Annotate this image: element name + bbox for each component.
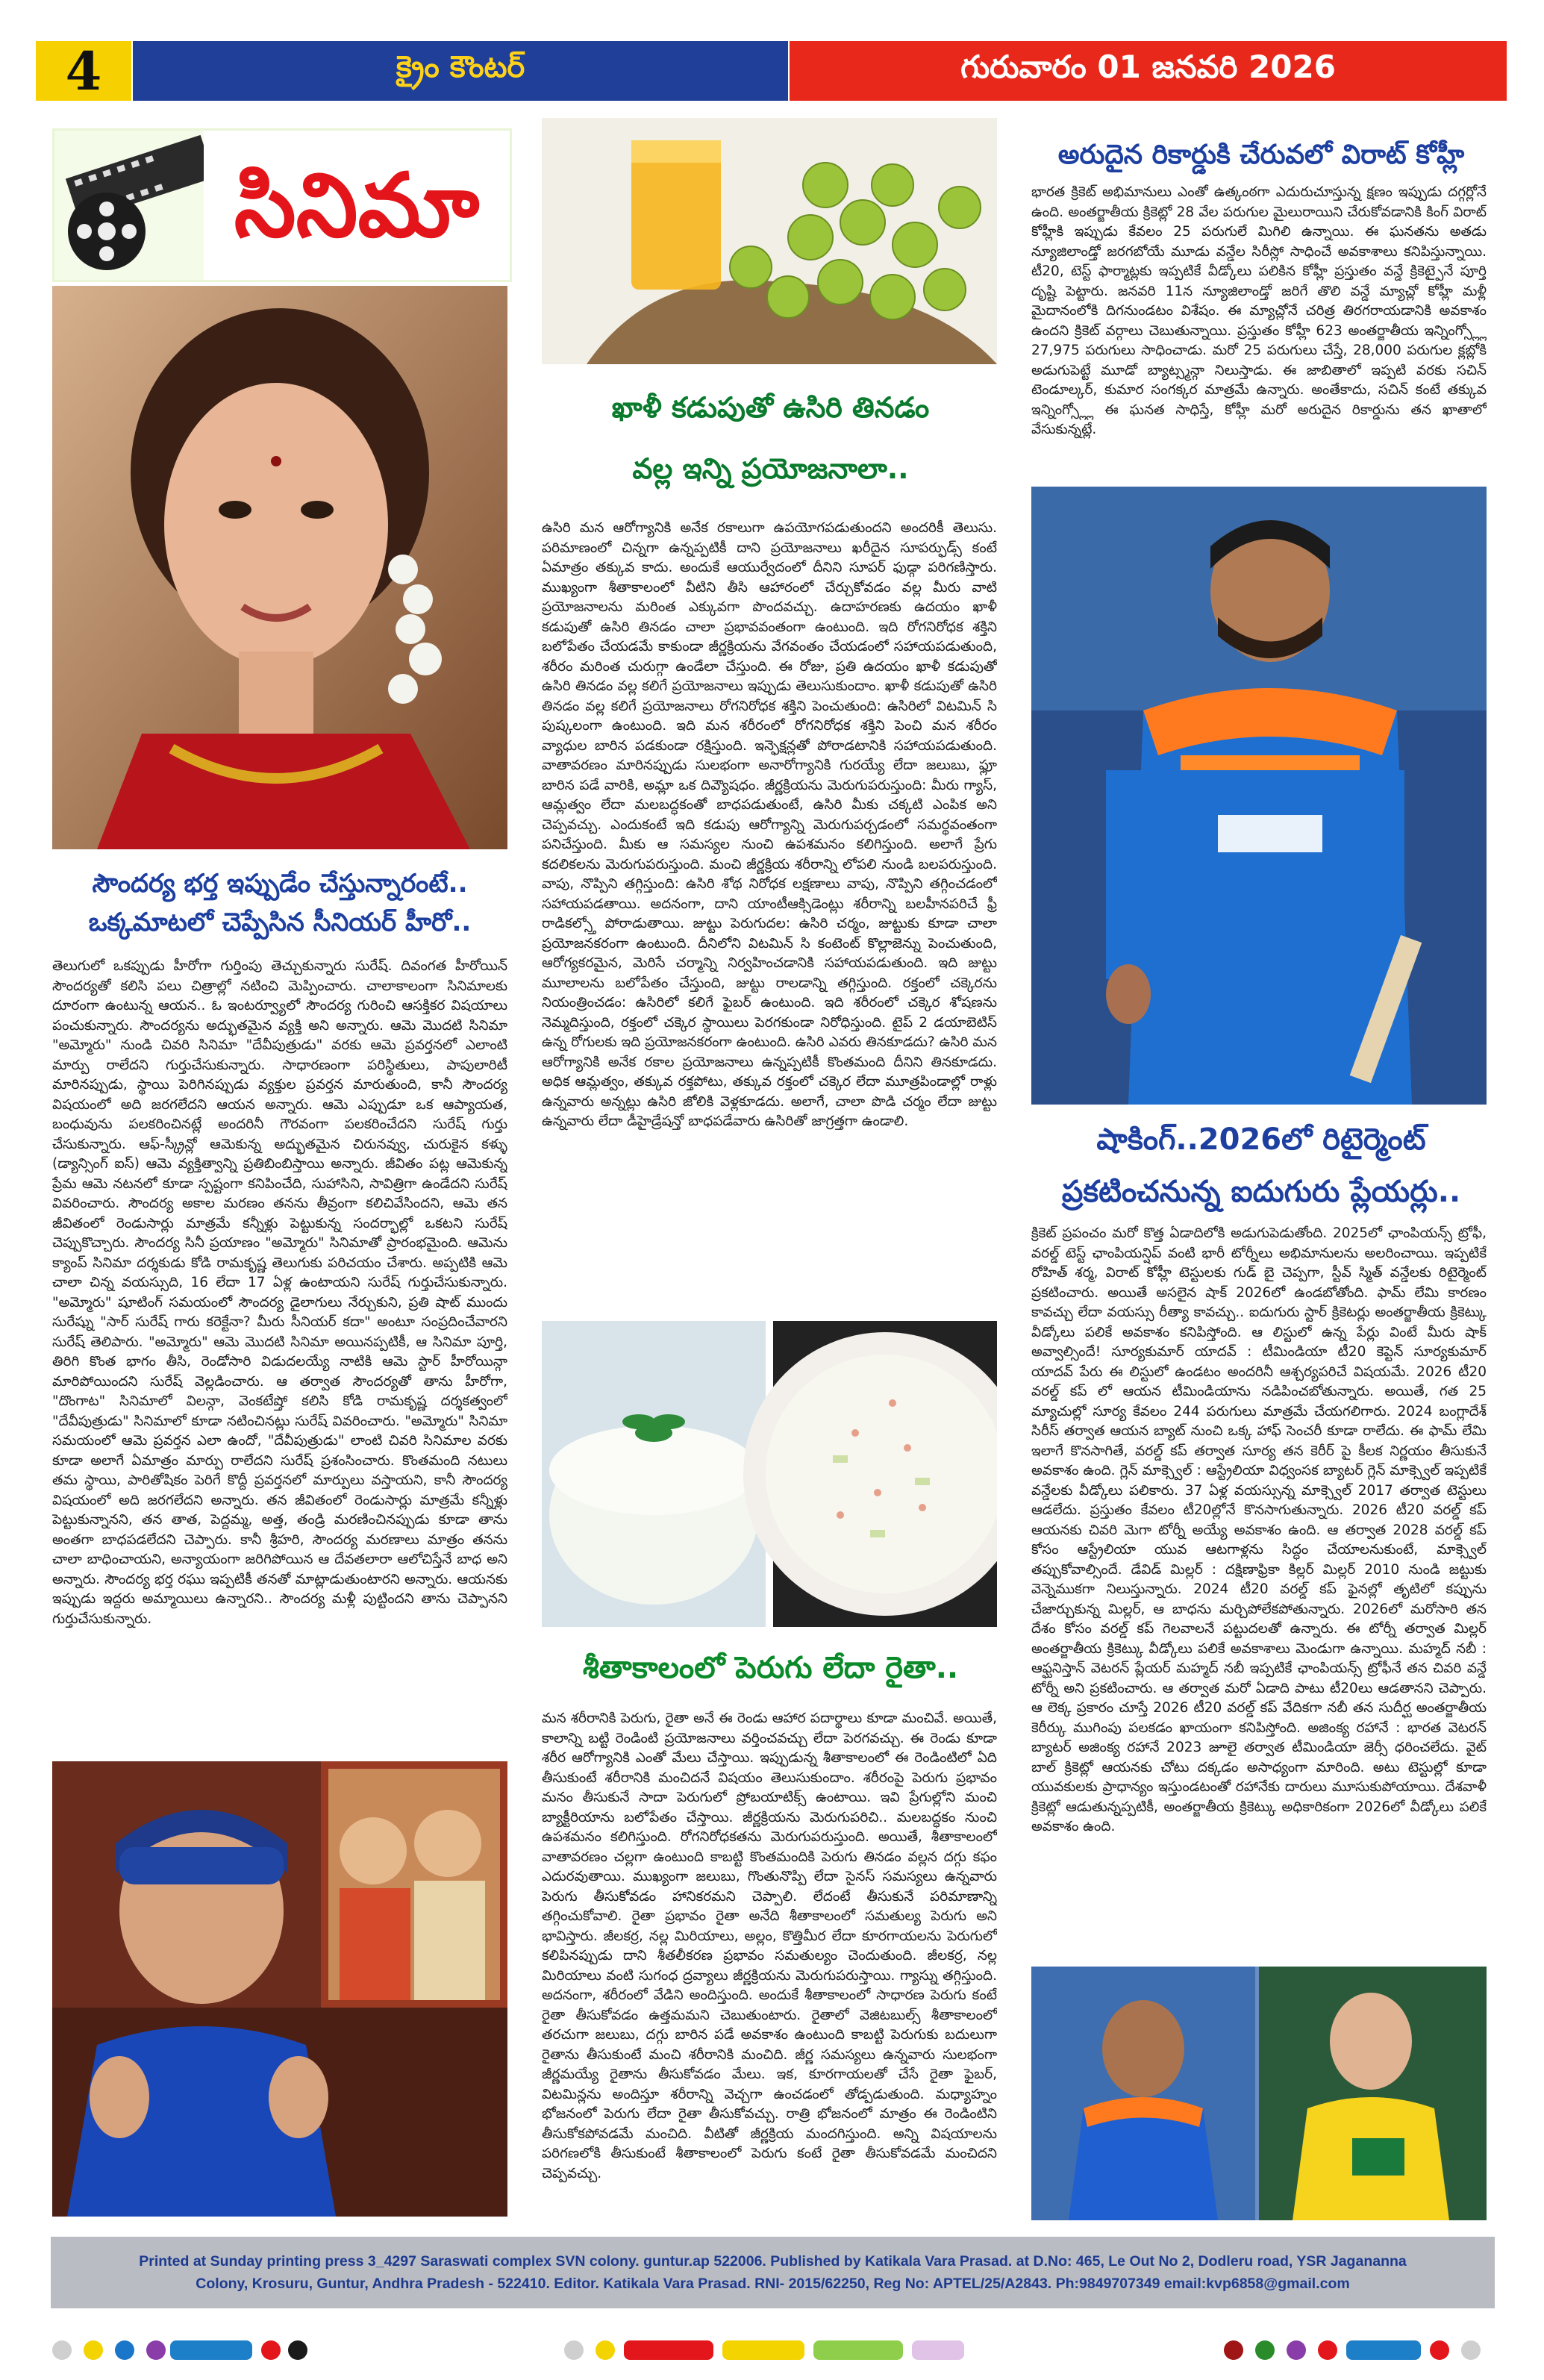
amla-headline (537, 377, 1004, 499)
retirement-headline-line2: ప్రకటించనున్న ఐదుగురు ప్లేయర్లు.. (1061, 1175, 1461, 1209)
soundarya-article-body: తెలుగులో ఒకప్పుడు హీరోగా గుర్తింపు తెచ్చుకున్నారు సురేష్. దివంగత హీరోయిన్ సౌందర్యతో కలిసి పలు చిత్రాల్లో నటించి మెప్పించారు. చాలాకాలంగా సినిమాలకు దూరంగా ఉంటున్న ఆయన.. ఓ ఇంటర్వ్యూలో సౌందర్య గురించి ఆసక్తికర విషయాలు పంచుకున్నారు. సౌందర్యను అద్భుతమైన వ్యక్తి అని అన్నారు. ఆమె మొదటి సినిమా "అమ్మోరు" నుండి చివరి సినిమా "దేవీపుత్రుడు" వరకు ఆమె ప్రవర్తనలో ఎలాంటి మార్పు రాలేదని గుర్తుచేసుకున్నారు. సాధారణంగా పరిస్థితులు, పాపులారిటీ మారినప్పుడు, స్థాయి పెరిగినప్పుడు వ్యక్తుల ప్రవర్తన మారుతుంది, కానీ సౌందర్య విషయంలో అది జరగలేదని ఆయన అన్నారు. ఆమె ఎప్పుడూ ఒక ఆప్యాయత, బంధువును పలకరించినట్లే అందరినీ గౌరవంగా పలకరించేదని సురేష్ గుర్తు చేసుకున్నారు. ఆఫ్-స్క్రీన్లో ఆమెకున్న అద్భుతమైన చిరునవ్వు, చురుకైన కళ్ళు (డ్యాన్సింగ్ ఐస్) ఆమె వ్యక్తిత్వాన్ని ప్రతిబింబిస్తాయి అన్నారు. జీవితం పట్ల ఆమెకున్న ప్రేమ ఆమె నటనలో కూడా స్పష్టంగా కనిపించేది, సుహాసిని, సావిత్రిగా ఉండేదని సురేష్ వివరించారు. సౌందర్య అకాల మరణం తనను తీవ్రంగా కలిచివేసిందని, ఆమె తన జీవితంలో రెండుసార్లు మాత్రమే కన్నీళ్లు పెట్టుకున్న సందర్భాల్లో ఒకటని సురేష్ చెప్పుకొచ్చారు. సౌందర్య సినీ ప్రయాణం "అమ్మోరు" సినిమాతో ప్రారంభమైంది. ఆమెను క్యాంప్ సినిమా దర్శకుడు కోడి రామకృష్ణ తెలుగుకు పరిచయం చేశారు. అప్పటికి ఆమె చాలా చిన్న వయస్సుది, 16 లేదా 17 ఏళ్ల ఉంటాయని సురేష్ గుర్తుచేసుకున్నారు. "అమ్మోరు" షూటింగ్ సమయంలో సౌందర్య డైలాగులు నేర్చుకుని, ప్రతి షాట్ ముందు సురేష్ను "సార్ సురేష్ గారు కరెక్టేనా? మీరు సీనియర్ కదా" అంటూ సంప్రదించేవారని సురేష్ తెలిపారు. "అమ్మోరు" ఆమె మొదటి సినిమా అయినప్పటికీ, ఆ సినిమా పూర్తి, తిరిగి కొంత భాగం తీసి, రెండోసారి విడుదలయ్యే నాటికి ఆమె స్టార్ హీరోయిన్గా మారిపోయిందని సురేష్ వెల్లడించారు. ఆ తర్వాత సౌందర్యతో తాను హీరోగా, "దొంగాట" సినిమాలో విలన్గా, వెంకటేష్తో కలిసి కోడి రామకృష్ణ దర్శకత్వంలో "దేవీపుత్రుడు" సినిమాలో కూడా నటించినట్లు సురేష్ వివరించారు. "అమ్మోరు" సినిమా సమయంలో ఆమె ప్రవర్తన ఎలా ఉందో, "దేవీపుత్రుడు" లాంటి చివరి సినిమాల వరకు కూడా అలాగే ఏమాత్రం మార్పు రాలేదని సురేష్ ప్రశంసించారు. కొంతమంది నటులు తమ స్థాయి, పారితోషికం పెరిగే కొద్దీ ప్రవర్తనలో మార్పులు వస్తాయని, కానీ సౌందర్య విషయంలో అది జరగలేదని అన్నారు. తన జీవితంలో రెండుసార్లు మాత్రమే కన్నీళ్లు పెట్టుకున్నానని, తన తాత, పెద్దమ్మ, అత్త, తండ్రి మరణించినప్పుడు కూడా తాను అంతగా బాధపడలేదని చెప్పారు. కానీ శ్రీహరి, సౌందర్య మరణాలు మాత్రం తనను చాలా బాధించాయని, అన్యాయంగా జరిగిపోయిన ఆ దేవతలారా ఆలోచిస్తేనే బాధ అని అన్నారు. సౌందర్య భర్త రఘు ఇప్పటికీ తనతో మాట్లాడుతుంటారని అన్నారు. ఆయనకు ఇప్పుడు ఇద్దరు అమ్మాయిలు ఉన్నారని.. సౌందర్య మళ్లీ పుట్టిందని తాను చెప్పానని గుర్తుచేసుకున్నారు. (52, 958, 507, 1627)
amla-headline-line2: వల్ల ఇన్ని ప్రయోజనాలా.. (632, 452, 909, 485)
amla-headline-line1: ఖాళీ కడుపుతో ఉసిరి తినడం (611, 391, 930, 424)
cinema-logo-text: సినిమా (234, 154, 480, 257)
kohli-headline: అరుదైన రికార్డుకి చేరువలో విరాట్ కోహ్లీ (1057, 140, 1465, 170)
section-title: క్రైం కౌంటర్ (133, 41, 788, 101)
amla-photo (542, 118, 997, 364)
soundarya-headline-line1: సౌందర్య భర్త ఇప్పుడేం చేస్తున్నారంటే.. (92, 869, 468, 899)
cinema-logo (52, 128, 512, 282)
footer-imprint (51, 2237, 1495, 2308)
curd-photo (542, 1321, 997, 1627)
players-photo (1031, 1967, 1487, 2220)
curd-article-body: మన శరీరానికి పెరుగు, రైతా అనే ఈ రెండు ఆహార పదార్థాలు కూడా మంచివే. అయితే, కాలాన్ని బట్టి రెండింటి ప్రయోజనాలు వర్తించవచ్చు లేదా పెరగవచ్చు. ఈ రెండు కూడా శరీర ఆరోగ్యానికి ఎంతో మేలు చేస్తాయి. ఇప్పుడున్న శీతాకాలంలో ఈ రెండింటిలో ఏది తీసుకుంటే శరీరానికి మంచిదనే విషయం తెలుసుకుందాం. శరీరంపై పెరుగు ప్రభావం మనం తీసుకునే సాదా పెరుగులో ప్రోబయాటిక్స్ ఉంటాయి. ఇవి ప్రేగుల్లోని మంచి బ్యాక్టీరియాను బలోపేతం చేస్తాయి. జీర్ణక్రియను మెరుగుపరిచి.. మలబద్ధకం నుంచి ఉపశమనం కలిగిస్తుంది. రోగనిరోధకతను మెరుగుపరుస్తుంది. అయితే, శీతాకాలంలో వాతావరణం చల్లగా ఉంటుంది కాబట్టి కొంతమందికి పెరుగు తినడం వల్లన దగ్గు కఫం ఎదురవుతాయి. ముఖ్యంగా జలుబు, గొంతునొప్పి లేదా సైనస్ సమస్యలు ఉన్నవారు పెరుగు తీసుకోవడం హానికరమని చెప్పాలి. లేదంటే తీసుకునే పరిమాణాన్ని తగ్గించుకోవాలి. రైతా ప్రభావం రైతా అనేది శీతాకాలంలో సమతుల్య పెరుగు అని భావిస్తారు. జీలకర్ర, నల్ల మిరియాలు, అల్లం, కొత్తిమీర లేదా కూరగాయలను పెరుగులో కలిపినప్పుడు దాని శీతలీకరణ ప్రభావం సమతుల్యం చెందుతుంది. జీలకర్ర, నల్ల మిరియాలు వంటి సుగంధ ద్రవ్యాలు జీర్ణక్రియను మెరుగుపరుస్తాయి. గ్యాస్ను తగ్గిస్తుంది. అదనంగా, శరీరంలో వేడిని అందిస్తుంది. అందుకే శీతాకాలంలో సాధారణ పెరుగు కంటే రైతా తీసుకోవడం ఉత్తమమని చెబుతుంటారు. రైతాలో వెజిటబుల్స్ శీతాకాలంలో తరచుగా జలుబు, దగ్గు బారిన పడే అవకాశం ఉంటుంది కాబట్టి పెరుగుకు బదులుగా రైతాను తీసుకుంటే మంచి శరీరానికి మంచిది. జీర్ణ సమస్యలు ఉన్నవారు సులభంగా జీర్ణమయ్యే రైతాను తీసుకోవడం మేలు. ఇక, కూరగాయలతో చేసే రైతా ఫైబర్, విటమిన్లను అందిస్తూ శరీరాన్ని వెచ్చగా ఉంచడంలో తోడ్పడుతుంది. మధ్యాహ్నం భోజనంలో పెరుగు లేదా రైతా తీసుకోవచ్చు. రాత్రి భోజనంలో మాత్రం ఈ రెండింటిని తీసుకోకపోవడమే మంచిది. వీటితో జీర్ణక్రియ మందగిస్తుంది. అన్ని విషయాలను పరిగణలోకి తీసుకుంటే శీతాకాలంలో పెరుగు కంటే రైతా తీసుకోవడమే మంచిదని చెప్పవచ్చు. (542, 1711, 997, 2181)
retirement-headline (1026, 1114, 1496, 1218)
kohli-photo (1031, 487, 1487, 1105)
film-reel-icon (54, 131, 204, 280)
soundarya-headline-line2: ఒక్కమాటలో చెప్పేసిన సీనియర్ హీరో.. (88, 908, 472, 937)
retirement-headline-line1: షాకింగ్..2026లో రిటైర్మెంట్ (1096, 1122, 1426, 1157)
issue-date: గురువారం 01 జనవరి 2026 (790, 41, 1507, 101)
curd-headline: శీతాకాలంలో పెరుగు లేదా రైతా.. (582, 1651, 959, 1685)
footer-line-1: Printed at Sunday printing press 3_4297 Saraswati complex SVN colony. guntur.ap 522006. Published by Katikala Vara Prasad. at D.No: 465, Le Out No 2, Dodleru road, YSR Jagananna (139, 2253, 1407, 2270)
retirement-article-body: క్రికెట్ ప్రపంచం మరో కొత్త ఏడాదిలోకి అడుగుపెడుతోంది. 2025లో ఛాంపియన్స్ ట్రోఫీ, వరల్డ్ టెస్ట్ ఛాంపియన్షిప్ వంటి భారీ టోర్నీలు అభిమానులను అలరించాయి. ఇప్పటికే రోహిత్ శర్మ, విరాట్ కోహ్లీ టెస్టులకు గుడ్ బై చెప్పగా, స్టీవ్ స్మిత్ వన్డేలకు రిటైర్మెంట్ ప్రకటించారు. అయితే అసలైన షాక్ 2026లో ఉండబోతోంది. ఫామ్ లేమి కారణం కావచ్చు లేదా వయస్సు రీత్యా కావచ్చు.. ఐదుగురు స్టార్ క్రికెటర్లు అంతర్జాతీయ క్రికెట్కు వీడ్కోలు పలికే అవకాశం కనిపిస్తోంది. ఆ లిస్టులో ఉన్న పేర్లు వింటే మీరు షాక్ అవ్వాల్సిందే! సూర్యకుమార్ యాదవ్ : టీమిండియా టీ20 కెప్టెన్ సూర్యకుమార్ యాదవ్ పేరు ఈ లిస్టులో ఉండటం అందరినీ ఆశ్చర్యపరిచే విషయమే. 2026 టీ20 వరల్డ్ కప్ లో ఆయన టీమిండియాను నడిపించబోతున్నారు. అయితే, గత 25 మ్యాచుల్లో సూర్య కేవలం 244 పరుగులు మాత్రమే చేయగలిగారు. 2024 బంగ్లాదేశ్ సిరీస్ తర్వాత ఆయన బ్యాట్ నుంచి ఒక్క హాఫ్ సెంచరీ కూడా రాలేదు. ఈ ఫామ్ లేమి ఇలాగే కొనసాగితే, వరల్డ్ కప్ తర్వాత సూర్య తన కెరీర్ పై కీలక నిర్ణయం తీసుకునే అవకాశం ఉంది. గ్లెన్ మాక్స్వెల్ : ఆస్ట్రేలియా విధ్వంసక బ్యాటర్ గ్లెన్ మాక్స్వెల్ ఇప్పటికే వన్డేలకు వీడ్కోలు పలికారు. 37 ఏళ్ల వయస్సున్న మాక్స్వెల్ 2017 తర్వాత టెస్టులు ఆడలేదు. ప్రస్తుతం కేవలం టీ20ల్లోనే కొనసాగుతున్నారు. 2026 టీ20 వరల్డ్ కప్ ఆయనకు చివరి మెగా టోర్నీ అయ్యే అవకాశం ఉంది. ఆ తర్వాత 2028 వరల్డ్ కప్ కోసం ఆస్ట్రేలియా యువ ఆటగాళ్లను సిద్ధం చేయాలనుకుంటే, మాక్స్వెల్ తప్పుకోవాల్సిందే. డేవిడ్ మిల్లర్ : దక్షిణాఫ్రికా కిల్లర్ మిల్లర్ 2010 నుండి జట్టుకు వెన్నెముకగా నిలుస్తున్నారు. 2024 టీ20 వరల్డ్ కప్ ఫైనల్లో తృటిలో కప్పును చేజార్చుకున్న మిల్లర్, ఆ బాధను మర్చిపోలేకపోతున్నారు. 2026లో మరోసారి తన దేశం కోసం వరల్డ్ కప్ గెలవాలనే పట్టుదలతో ఉన్నారు. ఈ టోర్నీ తర్వాత మిల్లర్ అంతర్జాతీయ క్రికెట్కు వీడ్కోలు పలికే అవకాశాలు మెండుగా ఉన్నాయి. మహ్మద్ నబీ : ఆఫ్ఘనిస్తాన్ వెటరన్ ప్లేయర్ మహ్మద్ నబీ ఇప్పటికే ఛాంపియన్స్ ట్రోఫీనే తన చివరి వన్డే టోర్నీ అని ప్రకటించారు. ఆ తర్వాత మరో ఏడాది పాటు టీ20లు ఆడతానని చెప్పారు. ఆ లెక్క ప్రకారం చూస్తే 2026 టీ20 వరల్డ్ కప్ వేదికగా నబీ తన సుదీర్ఘ అంతర్జాతీయ కెరీర్కు ముగింపు పలకడం ఖాయంగా కనిపిస్తోంది. అజింక్య రహానే : భారత వెటరన్ బ్యాటర్ అజింక్య రహానే 2023 జూలై తర్వాత టీమిండియా జెర్సీ ధరించలేదు. వైట్ బాల్ క్రికెట్లో ఆయనకు చోటు దక్కడం అసాధ్యంగా మారింది. అటు టెస్టుల్లో కూడా యువకులకు ప్రాధాన్యం ఇస్తుండటంతో రహానేకు దారులు మూసుకుపోయాయి. దేశవాళీ క్రికెట్లో ఆడుతున్నప్పటికీ, అంతర్జాతీయ క్రికెట్కు అధికారికంగా 2026లో వీడ్కోలు పలికే అవకాశం ఉంది. (1031, 1225, 1487, 1834)
kohli-article-body: భారత క్రికెట్ అభిమానులు ఎంతో ఉత్కంఠగా ఎదురుచూస్తున్న క్షణం ఇప్పుడు దగ్గర్లోనే ఉంది. అంతర్జాతీయ క్రికెట్లో 28 వేల పరుగుల మైలురాయిని చేరుకోవడానికి కింగ్ విరాట్ కోహ్లీకి ఇప్పుడు కేవలం 25 పరుగులే మిగిలి ఉన్నాయి. ఈ ఘనతను అతడు న్యూజిలాండ్తో జరగబోయే మూడు వన్డేల సిరీస్లో సాధించే అవకాశాలు కనిపిస్తున్నాయి. టీ20, టెస్ట్ ఫార్మాట్లకు ఇప్పటికే వీడ్కోలు పలికిన కోహ్లీ ప్రస్తుతం వన్డే క్రికెట్పైనే పూర్తి దృష్టి పెట్టారు. జనవరి 11న న్యూజిలాండ్తో జరిగే తొలి వన్డే మ్యాచ్లో కోహ్లీ మళ్లీ మైదానంలోకి దిగనుండటం విశేషం. ఈ మ్యాచ్లోనే చరిత్ర తిరగరాయడానికి అవకాశం ఉందని క్రికెట్ వర్గాలు చెబుతున్నాయి. ప్రస్తుతం కోహ్లీ 623 అంతర్జాతీయ ఇన్నింగ్స్ల్లో 27,975 పరుగులు సాధించాడు. మరో 25 పరుగులు చేస్తే, 28,000 పరుగుల క్లబ్లోకి అడుగుపెట్టే మూడో బ్యాట్స్మన్గా నిలుస్తాడు. ఈ జాబితాలో ఇప్పటి వరకు సచిన్ టెండూల్కర్, కుమార సంగక్కర మాత్రమే ఉన్నారు. అంతేకాదు, సచిన్ కంటే తక్కువ ఇన్నింగ్స్ల్లో ఈ ఘనత సాధిస్తే, కోహ్లీ మరో అరుదైన రికార్డును తన ఖాతాలో వేసుకున్నట్లే. (1031, 184, 1487, 437)
suresh-photo (52, 1761, 507, 2217)
soundarya-headline (45, 864, 515, 942)
soundarya-photo (52, 286, 507, 849)
amla-article-body: ఉసిరి మన ఆరోగ్యానికి అనేక రకాలుగా ఉపయోగపడుతుందని అందరికీ తెలుసు. పరిమాణంలో చిన్నగా ఉన్నప్పటికీ దాని ప్రయోజనాలు ఖరీదైన సూపర్ఫుడ్స్ కంటే ఏమాత్రం తక్కువ కాదు. అందుకే ఆయుర్వేదంలో దీనిని సూపర్ ఫుడ్గా పరిగణిస్తారు. ముఖ్యంగా శీతాకాలంలో వీటిని తీసి ఆహారంలో చేర్చుకోవడం వల్ల మీరు వాటి ప్రయోజనాలను మరింత ఎక్కువగా పొందవచ్చు. ఉదాహరణకు ఉదయం ఖాళీ కడుపుతో ఉసిరి తినడం చాలా ప్రభావవంతంగా ఉంటుంది. ఇది రోగనిరోధక శక్తిని బలోపేతం చేయడమే కాకుండా జీర్ణక్రియను వేగవంతం చేయడంలో సహాయపడుతుంది, శరీరం మరింత చురుగ్గా ఉండేలా చేస్తుంది. ఈ రోజు, ప్రతి ఉదయం ఖాళీ కడుపుతో ఉసిరి తినడం వల్ల కలిగే ప్రయోజనాలు ఇప్పుడు తెలుసుకుందాం. ఖాళీ కడుపుతో ఉసిరి తినడం వల్ల కలిగే ప్రయోజనాలు రోగనిరోధక శక్తిని పెంచుతుంది: ఉసిరిలో విటమిన్ సి పుష్కలంగా ఉంటుంది. ఇది మన శరీరంలో రోగనిరోధక శక్తిని పెంచి మన శరీరం వ్యాధుల బారిన పడకుండా రక్షిస్తుంది. ఇన్ఫెక్షన్లతో పోరాడటానికి సహాయపడుతుంది. వాతావరణం మారినప్పుడు సులభంగా అనారోగ్యానికి గురయ్యే లేదా జలుబు, ఫ్లూ బారిన పడే వారికి, అమ్లా ఒక దివ్యౌషధం. జీర్ణక్రియను మెరుగుపరుస్తుంది: మీరు గ్యాస్, ఆమ్లత్వం లేదా మలబద్ధకంతో బాధపడుతుంటే, ఉసిరి మీకు చక్కటి ఎంపిక అని చెప్పవచ్చు. ఎందుకంటే ఇది కడుపు ఆరోగ్యాన్ని మెరుగుపర్చడంలో సమర్థవంతంగా పనిచేస్తుంది. మీకు ఆ సమస్యల నుంచి ఉపశమనం కలిగిస్తుంది. అలాగే ప్రేగు కదలికలను మెరుగుపరుస్తుంది. మంచి జీర్ణక్రియ శరీరాన్ని లోపలి నుండి బలపరుస్తుంది. వాపు, నొప్పిని తగ్గిస్తుంది: ఉసిరి శోథ నిరోధక లక్షణాలు వాపు, నొప్పిని తగ్గించడంలో సహాయపడతాయి. అదనంగా, దాని యాంటీఆక్సిడెంట్లు శరీరాన్ని బలహీనపరిచే ఫ్రీ రాడికల్స్తో పోరాడుతాయి. జుట్టు పెరుగుదల: ఉసిరి చర్మం, జుట్టుకు కూడా చాలా ప్రయోజనకరంగా ఉంటుంది. దీనిలోని విటమిన్ సి కంటెంట్ కొల్లాజెన్ను పెంచుతుంది, ఆరోగ్యకరమైన, మెరిసే చర్మాన్ని నిర్వహించడానికి సహాయపడుతుంది. ఇది జుట్టు మూలాలను బలోపేతం చేస్తుంది, జుట్టు రాలడాన్ని తగ్గిస్తుంది. రక్తంలో చక్కెరను నియంత్రించడం: ఉసిరిలో కలిగే ఫైబర్ ఉంటుంది. ఇది శరీరంలో చక్కెర శోషణను నెమ్మదిస్తుంది, రక్తంలో చక్కెర స్థాయిలు పెరగకుండా నిరోధిస్తుంది. టైప్ 2 డయాబెటిస్ ఉన్న రోగులకు ఇది ప్రయోజనకరంగా ఉంటుంది. ఉసిరి ఎవరు తినకూడదు? ఉసిరి మన ఆరోగ్యానికి అనేక రకాల ప్రయోజనాలు ఉన్నప్పటికీ కొంతమంది దీనిని తినకూడదు. అధిక ఆమ్లత్వం, తక్కువ రక్తపోటు, తక్కువ రక్తంలో చక్కెర లేదా మూత్రపిండాల్లో రాళ్లు ఉన్నవారు అన్నట్లు ఉసిరి జోలికి వెళ్లకూడదు. అలాగే, చాలా పొడి చర్మం లేదా జుట్టు ఉన్నవారు లేదా డీహైడ్రేషన్తో బాధపడేవారు ఉసిరితో జాగ్రత్తగా ఉండాలి. (542, 520, 997, 1129)
footer-line-2: Colony, Krosuru, Guntur, Andhra Pradesh - 522410. Editor. Katikala Vara Prasad. RNI- 2015/62250, Reg No: APTEL/25/A2843. Ph:9849707349 email:kvp6858@gmail.com (196, 2276, 1350, 2292)
page-number: 4 (36, 41, 131, 101)
